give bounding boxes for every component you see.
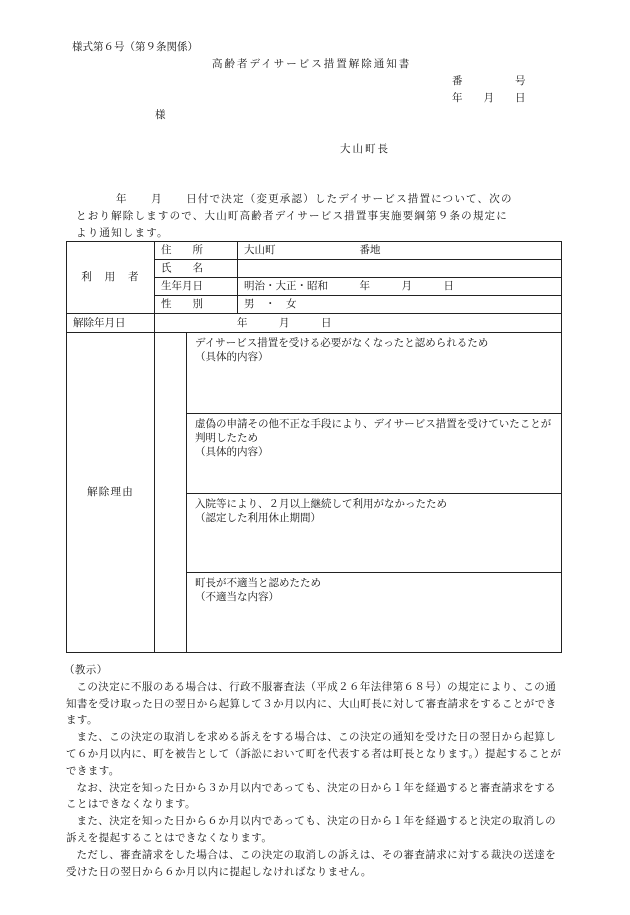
birth-date-value: 明治・大正・昭和 年 月 日	[238, 278, 562, 296]
appeal-notice	[66, 662, 562, 880]
appeal-notice-paragraph-5: ただし、審査請求をした場合は、この決定の取消しの訴えは、その審査請求に対する裁決の送達を受けた日の翌日から６か月以内に提起しなければなりません。	[66, 848, 557, 878]
reason-item-3-detail: （認定した利用休止期間）	[195, 512, 321, 525]
release-reason-label: 解除理由	[67, 333, 155, 653]
gender-value: 男 ・ 女	[238, 296, 562, 314]
reason-item-4-text: 町長が不適当と認めたため	[195, 577, 321, 589]
user-section-label: 利 用 者	[67, 242, 155, 314]
birth-date-label: 生年月日	[155, 278, 238, 296]
gender-label: 性 別	[155, 296, 238, 314]
reason-item-2-text: 虚偽の申請その他不正な手段により、デイサービス措置を受けていたことが判明したため	[195, 418, 552, 445]
reason-checkbox-column	[155, 333, 187, 653]
reason-item-1	[187, 333, 562, 414]
release-date-value: 年 月 日	[155, 314, 562, 333]
release-form-table	[66, 241, 562, 653]
reason-item-1-text: デイサービス措置を受ける必要がなくなったと認められるため	[195, 337, 489, 349]
appeal-notice-paragraph-1: この決定に不服のある場合は、行政不服審査法（平成２６年法律第６８号）の規定により、この通知書を受け取った日の翌日から起算して３か月以内に、大山町長に対して審査請求をすることができます。	[66, 680, 557, 727]
reason-item-3-text: 入院等により、２月以上継続して利用がなかったため	[195, 498, 447, 510]
document-date-label: 年 月 日	[452, 92, 526, 104]
intro-line-2: とおり解除しますので、大山町高齢者デイサービス措置事実施要綱第９条の規定に	[76, 210, 508, 222]
reason-item-4-detail: （不適当な内容）	[195, 591, 279, 604]
name-label: 氏 名	[155, 260, 238, 278]
form-number: 様式第６号（第９条関係）	[72, 41, 198, 53]
intro-line-1: 年 月 日付で決定（変更承認）したデイサービス措置について、次の	[116, 193, 513, 205]
document-title: 高齢者デイサービス措置解除通知書	[212, 58, 412, 70]
appeal-notice-paragraph-4: また、決定を知った日から６か月以内であっても、決定の日から１年を経過すると決定の取消しの訴えを提起することはできなくなります。	[66, 815, 556, 844]
issuer-name: 大山町長	[340, 143, 390, 155]
release-date-label: 解除年月日	[67, 314, 155, 333]
appeal-notice-title: （教示）	[64, 664, 108, 676]
name-value	[238, 260, 562, 278]
reason-item-4	[187, 573, 562, 653]
appeal-notice-paragraph-3: なお、決定を知った日から３か月以内であっても、決定の日から１年を経過すると審査請求をすることはできなくなります。	[66, 781, 556, 811]
intro-line-3: より通知します。	[76, 227, 169, 239]
address-value: 大山町 番地	[238, 242, 562, 260]
document-number-label: 番 号	[452, 75, 526, 87]
address-label: 住 所	[155, 242, 238, 260]
addressee-suffix: 様	[155, 109, 166, 121]
reason-item-3	[187, 494, 562, 573]
reason-item-1-detail: （具体的内容）	[195, 351, 269, 364]
reason-item-2-detail: （具体的内容）	[195, 446, 269, 459]
appeal-notice-paragraph-2: また、この決定の取消しを求める訴えをする場合は、この決定の通知を受けた日の翌日から起算して６か月以内に、町を被告として（訴訟において町を代表する者は町長となります。）提起することができます。	[66, 731, 562, 777]
reason-item-2	[187, 414, 562, 494]
